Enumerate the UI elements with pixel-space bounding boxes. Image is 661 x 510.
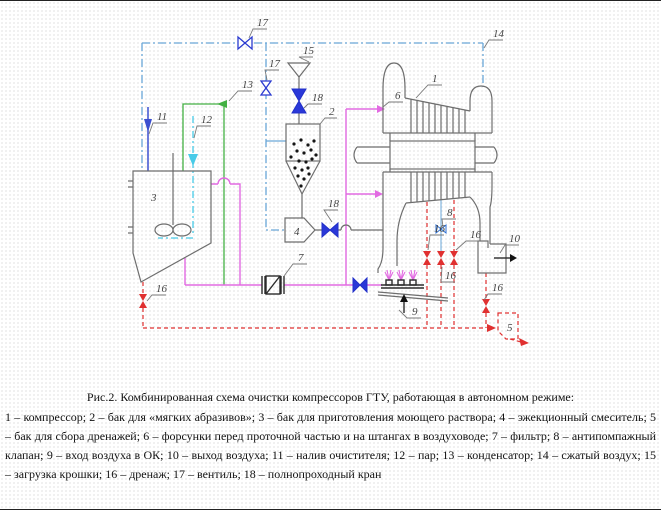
figure-caption-title: Рис.2. Комбинированная схема очистки компрессоров ГТУ, работающая в автономном режиме: (86, 390, 575, 404)
mixer-blade-icon (155, 224, 173, 236)
nozzle-spray-icon (385, 270, 417, 280)
label-leader (284, 264, 307, 276)
vent-valve-17[interactable] (238, 37, 252, 49)
drain-arrow-icon (487, 324, 496, 332)
component-label-11: 11 (157, 111, 168, 123)
component-label-8: 8 (447, 207, 453, 219)
mixer-blade-icon (173, 224, 191, 236)
drain-valve-16[interactable] (139, 294, 147, 308)
component-label-13: 13 (242, 79, 253, 91)
drain-lines (139, 200, 529, 346)
label-leader (229, 91, 252, 101)
component-label-9: 9 (412, 306, 418, 318)
component-label-16: 16 (156, 283, 167, 295)
full-bore-valve-18[interactable] (292, 89, 306, 113)
component-label-10: 10 (509, 233, 520, 245)
component-label-14: 14 (493, 28, 504, 40)
component-label-7: 7 (298, 252, 304, 264)
condensate-arrow-icon (217, 100, 227, 108)
inlet-duct (378, 280, 448, 301)
drain-valve-16[interactable] (423, 251, 431, 265)
component-label-18: 18 (312, 92, 323, 104)
component-label-5: 5 (507, 322, 513, 334)
component-label-16: 16 (434, 223, 445, 235)
component-label-15: 15 (303, 45, 314, 57)
drain-exit-arrow-icon (519, 338, 529, 346)
loading-funnel-15 (288, 63, 310, 77)
drain-valve-16[interactable] (450, 251, 458, 265)
component-label-1: 1 (432, 73, 438, 85)
component-label-12: 12 (201, 114, 212, 126)
spray-feed-arrow-icon (375, 190, 383, 198)
air-outlet-arrow-icon (510, 254, 517, 262)
compressor-1 (354, 63, 506, 273)
component-label-17: 17 (269, 58, 280, 70)
label-leader (484, 40, 503, 48)
full-bore-valve-18[interactable] (322, 223, 338, 237)
drain-valve-16[interactable] (437, 251, 445, 265)
figure-caption-legend: 1 – компрессор; 2 – бак для «мягких абразивов»; 3 – бак для приготовления моющего раствора; 4 – эжекционный смеситель; 5 – бак для сбора дренажей; 6 – форсунки перед проточной частью и на штангах в воздуховоде; 7 – фильтр; 8 – антипомпажный клапан; 9 – вход воздуха в ОК; 10 – выход воздуха; 11 – налив очистителя; 12 – пар; 13 – конденсатор; 14 – сжатый воздух; 15 – загрузка крошки; 16 – дренаж; 17 – вентиль; 18 – полнопроходный кран (5, 410, 656, 481)
label-leader (416, 85, 442, 98)
label-leader (383, 102, 403, 107)
component-label-4: 4 (294, 226, 300, 238)
component-label-16: 16 (445, 270, 456, 282)
component-label-17: 17 (257, 17, 268, 29)
label-leader (265, 70, 279, 80)
component-label-16: 16 (470, 229, 481, 241)
label-leader (320, 118, 337, 124)
abrasive-tank-2 (286, 63, 320, 218)
label-leader (399, 310, 421, 318)
label-leader (304, 104, 322, 108)
vent-valve-17[interactable] (261, 81, 271, 95)
label-leader (456, 241, 480, 250)
label-leader (500, 245, 519, 253)
steam-arrow-icon (188, 154, 198, 166)
label-leader (299, 57, 313, 62)
component-label-18: 18 (328, 198, 339, 210)
label-leader (147, 295, 166, 301)
filter-7 (262, 276, 284, 294)
component-label-6: 6 (395, 90, 401, 102)
steam-line (158, 116, 198, 238)
component-label-16: 16 (492, 282, 503, 294)
label-leader (324, 210, 338, 222)
solution-tank-3 (128, 153, 211, 282)
component-label-3: 3 (151, 192, 157, 204)
label-leader (428, 235, 444, 250)
label-leader (194, 126, 211, 138)
drain-valve-16[interactable] (482, 299, 490, 313)
abrasive-granules (289, 138, 317, 187)
label-leader (149, 123, 167, 134)
figure-caption (0, 390, 661, 484)
pipe-valve[interactable] (353, 278, 367, 292)
outlet-duct (478, 241, 506, 273)
cleaner-fill-line (144, 107, 152, 171)
condensate-line (183, 100, 227, 285)
schematic-diagram (0, 1, 661, 386)
component-label-2: 2 (329, 106, 335, 118)
